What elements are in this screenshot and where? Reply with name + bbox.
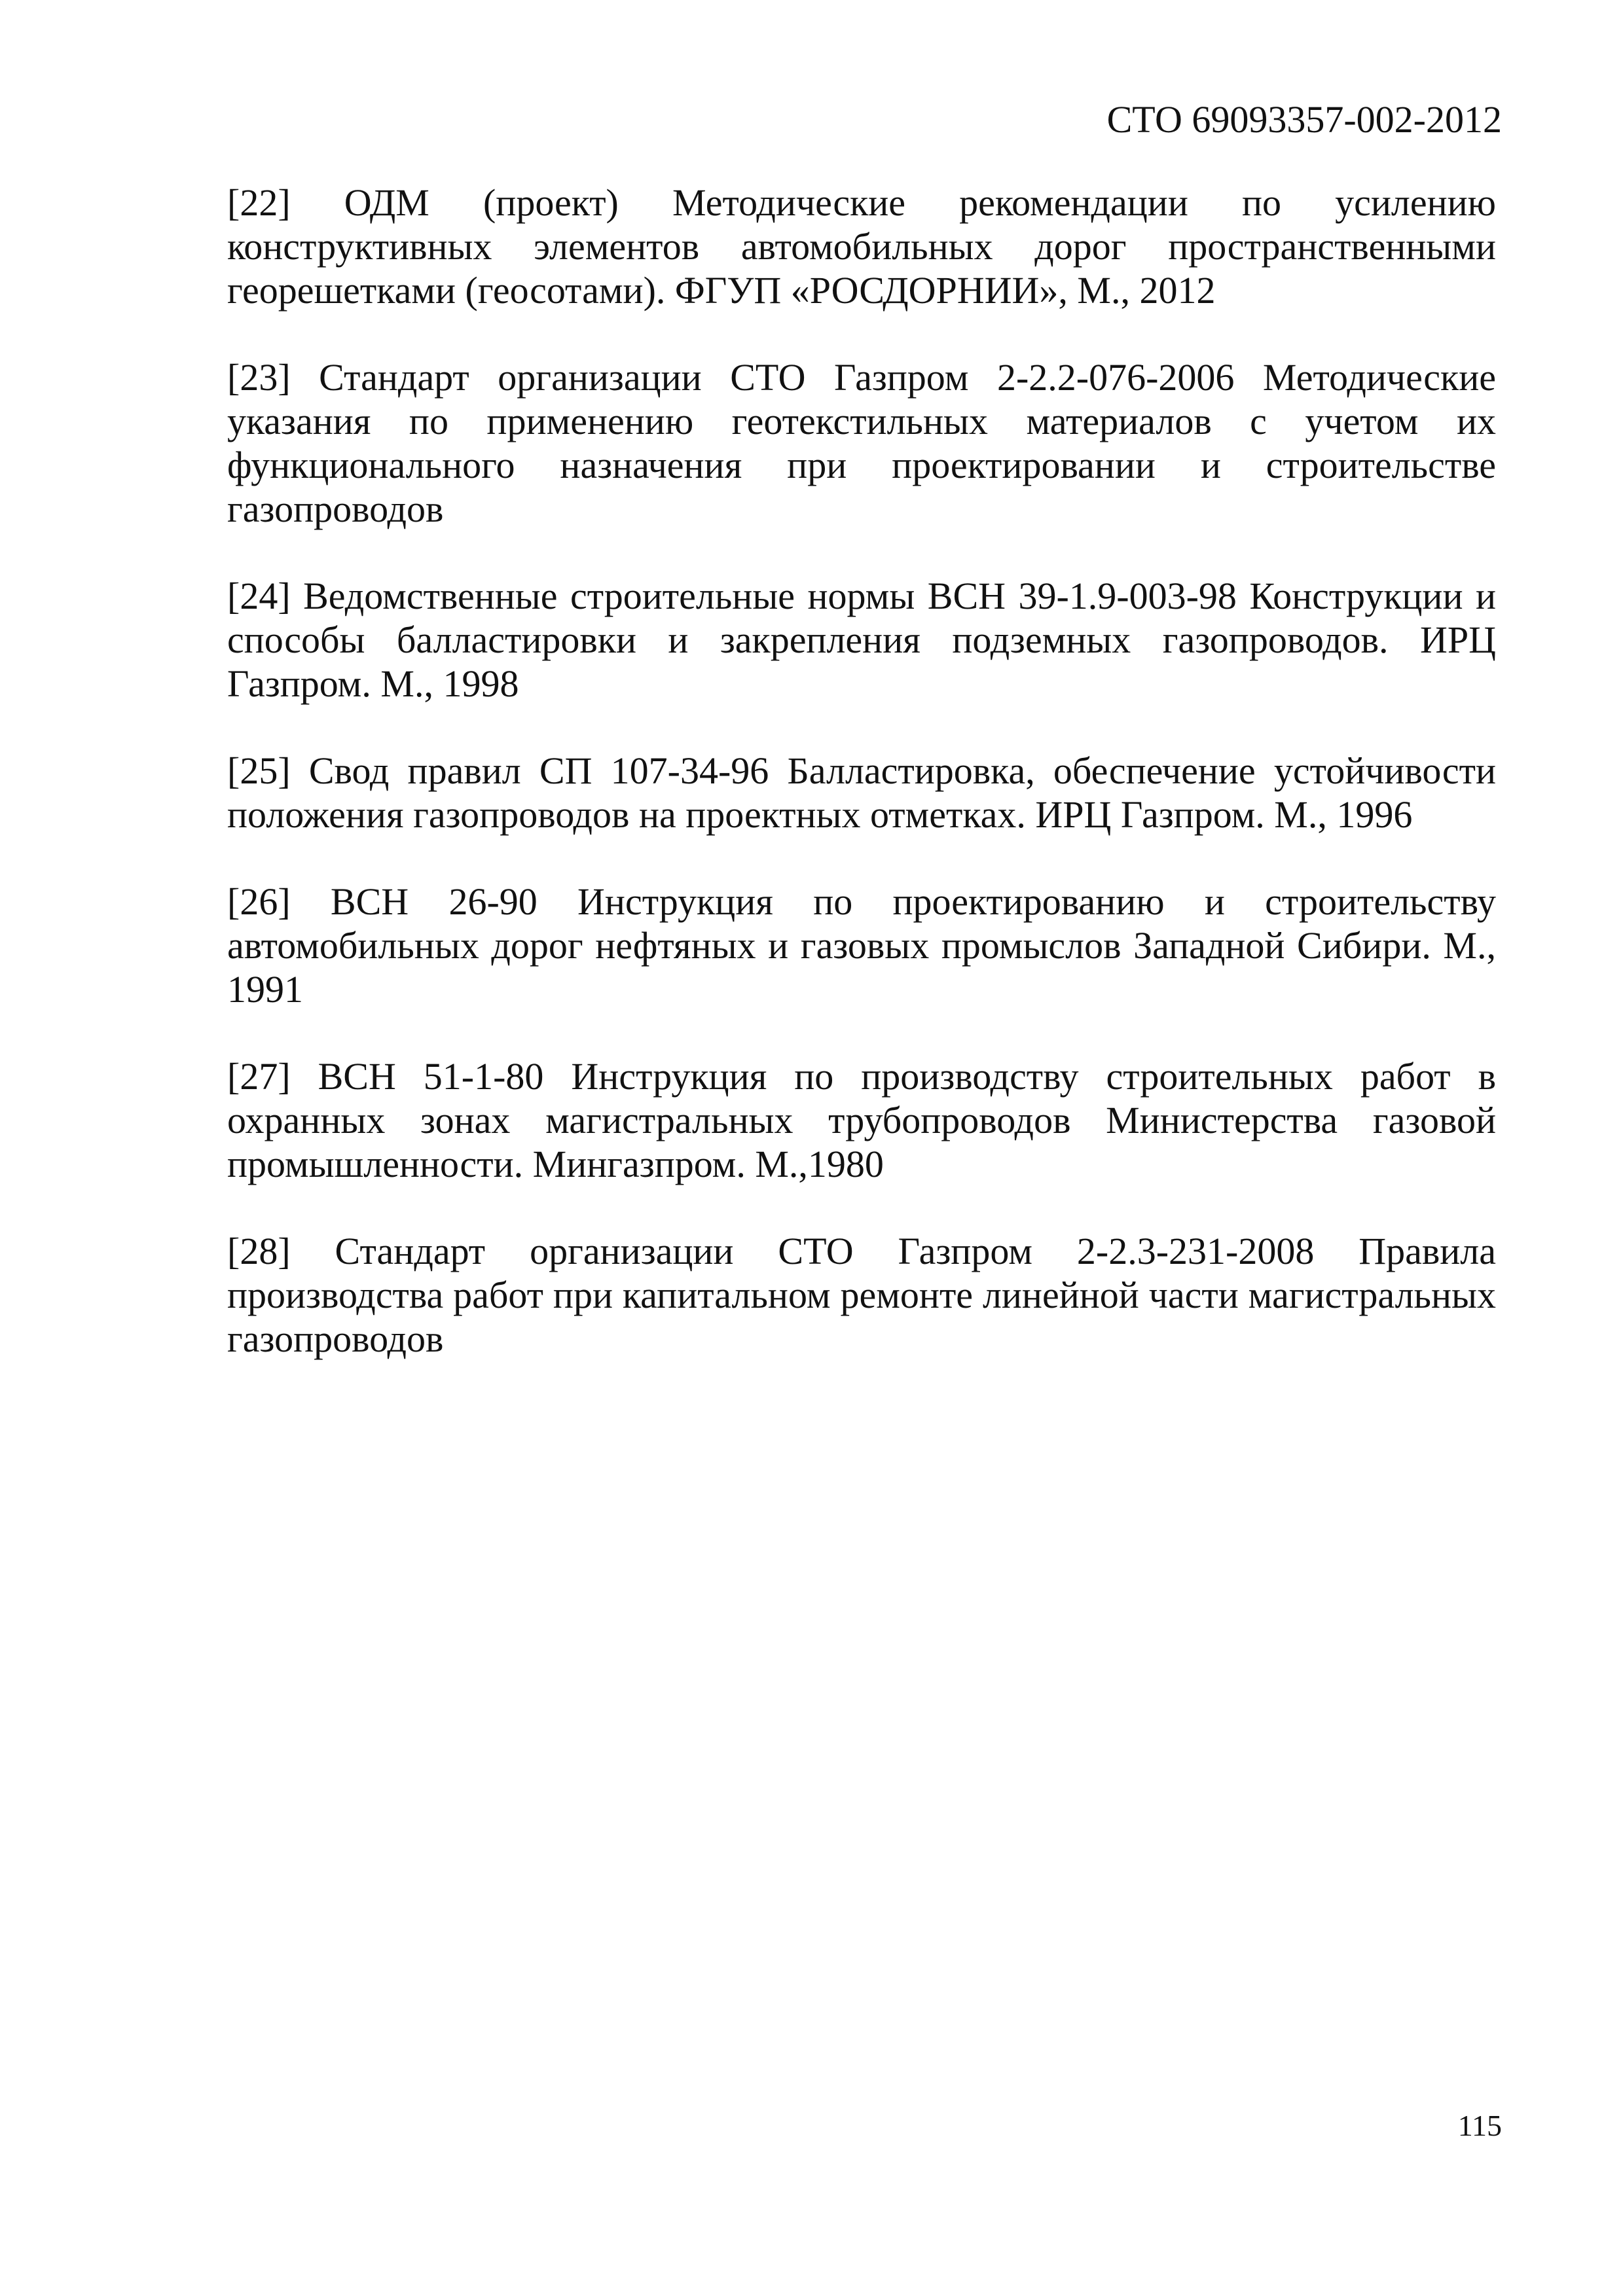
reference-item-24: [24] Ведомственные строительные нормы ВСН 39-1.9-003-98 Конструкции и способы балластировки и закрепления подземных газопроводов. ИРЦ Газпром. М., 1998	[227, 575, 1496, 705]
document-code: СТО 69093357-002-2012	[1106, 98, 1502, 141]
reference-item-27: [27] ВСН 51-1-80 Инструкция по производству строительных работ в охранных зонах магистральных трубопроводов Министерства газовой промышленности. Мингазпром. М.,1980	[227, 1055, 1496, 1185]
reference-item-23: [23] Стандарт организации СТО Газпром 2-2.2-076-2006 Методические указания по применению геотекстильных материалов с учетом их функционального назначения при проектировании и строительстве газопроводов	[227, 356, 1496, 530]
reference-list	[227, 181, 1496, 1404]
reference-item-22: [22] ОДМ (проект) Методические рекомендации по усилению конструктивных элементов автомобильных дорог пространственными георешетками (геосотами). ФГУП «РОСДОРНИИ», М., 2012	[227, 181, 1496, 312]
reference-item-26: [26] ВСН 26-90 Инструкция по проектированию и строительству автомобильных дорог нефтяных и газовых промыслов Западной Сибири. М., 1991	[227, 880, 1496, 1011]
reference-item-25: [25] Свод правил СП 107-34-96 Балластировка, обеспечение устойчивости положения газопроводов на проектных отметках. ИРЦ Газпром. М., 1996	[227, 749, 1496, 836]
reference-item-28: [28] Стандарт организации СТО Газпром 2-2.3-231-2008 Правила производства работ при капитальном ремонте линейной части магистральных газопроводов	[227, 1230, 1496, 1360]
page-number: 115	[1457, 2109, 1502, 2142]
